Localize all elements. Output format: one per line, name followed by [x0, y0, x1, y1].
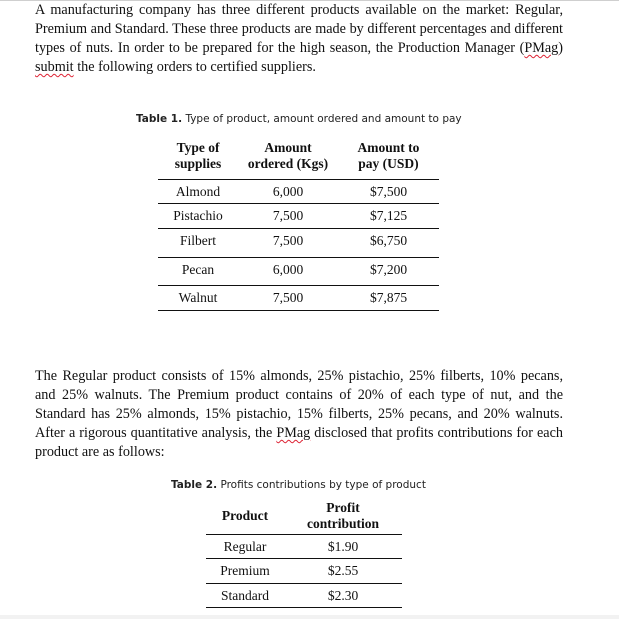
table1-cell-supply: Almond: [175, 184, 221, 199]
table1-cell-pay: $7,125: [369, 208, 408, 223]
intro-text-a: A manufacturing company has three different products available on the market: Regular, Premium and Standard. These three products are made by different percentages and different types of nuts. In order to be prepared for the high season, the Production Manager (: [35, 2, 563, 56]
table2-row: [206, 536, 402, 558]
table1-cell-amount: 7,500: [272, 208, 304, 223]
table1-cell-supply: Pistachio: [173, 208, 223, 223]
table2-caption: [171, 479, 426, 491]
table2-cell-profit: $2.55: [327, 563, 359, 578]
table1-row: [158, 181, 439, 203]
table2-cell-product: Premium: [220, 563, 270, 578]
intro-submit: submit: [35, 59, 74, 75]
table1-cell-amount: 6,000: [272, 262, 304, 277]
bottom-edge: [0, 615, 619, 619]
table2-cell-product: Standard: [221, 588, 269, 603]
table2: [206, 497, 402, 609]
table1-cell-amount: 7,500: [272, 290, 304, 305]
table1-cell-supply: Walnut: [178, 290, 218, 305]
table1-cell-pay: $6,750: [369, 233, 408, 248]
table1-cell-pay: $7,200: [369, 262, 408, 277]
table2-rule: [206, 607, 402, 608]
table2-header-product: Product: [221, 508, 269, 523]
table1-cell-pay: $7,875: [369, 290, 408, 305]
table1-header-pay: Amount to pay (USD): [357, 140, 420, 171]
table1-caption-label: Table 1.: [136, 113, 183, 125]
intro-paragraph: [35, 1, 563, 77]
table1-rule: [158, 310, 439, 311]
table1-row: [158, 230, 439, 252]
table1-rule: [158, 203, 439, 204]
table1-cell-amount: 6,000: [272, 184, 304, 199]
table2-caption-label: Table 2.: [171, 479, 218, 491]
table2-cell-profit: $1.90: [327, 539, 359, 554]
table1-rule: [158, 179, 439, 180]
intro-pmag: PMag: [524, 40, 559, 56]
table2-row: [206, 585, 402, 607]
table2-cell-product: Regular: [223, 539, 267, 554]
table1-caption: [136, 113, 462, 125]
middle-text-a: The Regular product consists of 15% almonds, 25% pistachio, 25% filberts, 10% pecans, and 25% walnuts. The Premium product contains of 20% of each type of nut, and the Standard has 25% almonds, 15% pistachio, 15% filberts, 25% pecans, and 20% walnuts. After a rigorous quantitative analysis, the: [35, 368, 563, 441]
table2-header-profit: Profit contribution: [306, 500, 379, 531]
table1-cell-supply: Pecan: [181, 262, 215, 277]
table1-rule: [158, 257, 439, 258]
table2-rule: [206, 534, 402, 535]
intro-text-b: ): [558, 40, 563, 56]
intro-text-c: the following orders to certified suppliers.: [73, 59, 316, 75]
table1-caption-text: Type of product, amount ordered and amount to pay: [185, 113, 462, 125]
table1-rule: [158, 285, 439, 286]
table1-row: [158, 259, 439, 281]
table1-row: [158, 205, 439, 227]
table1: [158, 137, 439, 312]
middle-text-b: disclosed that profits contributions for each product are as follows:: [35, 425, 563, 460]
table2-row: [206, 560, 402, 582]
table1-header-supplies: Type of supplies: [174, 140, 222, 171]
table1-cell-pay: $7,500: [369, 184, 408, 199]
table1-header-row: [158, 137, 439, 175]
table2-header-row: [206, 497, 402, 535]
table2-caption-text: Profits contributions by type of product: [220, 479, 426, 491]
table2-rule: [206, 558, 402, 559]
middle-pmag: PMag: [276, 425, 311, 441]
table1-cell-supply: Filbert: [180, 233, 216, 248]
table1-header-amount: Amount ordered (Kgs): [247, 140, 329, 171]
table2-cell-profit: $2.30: [327, 588, 359, 603]
table1-rule: [158, 228, 439, 229]
table1-cell-amount: 7,500: [272, 233, 304, 248]
middle-paragraph: [35, 367, 563, 462]
table2-rule: [206, 583, 402, 584]
table1-row: [158, 287, 439, 309]
